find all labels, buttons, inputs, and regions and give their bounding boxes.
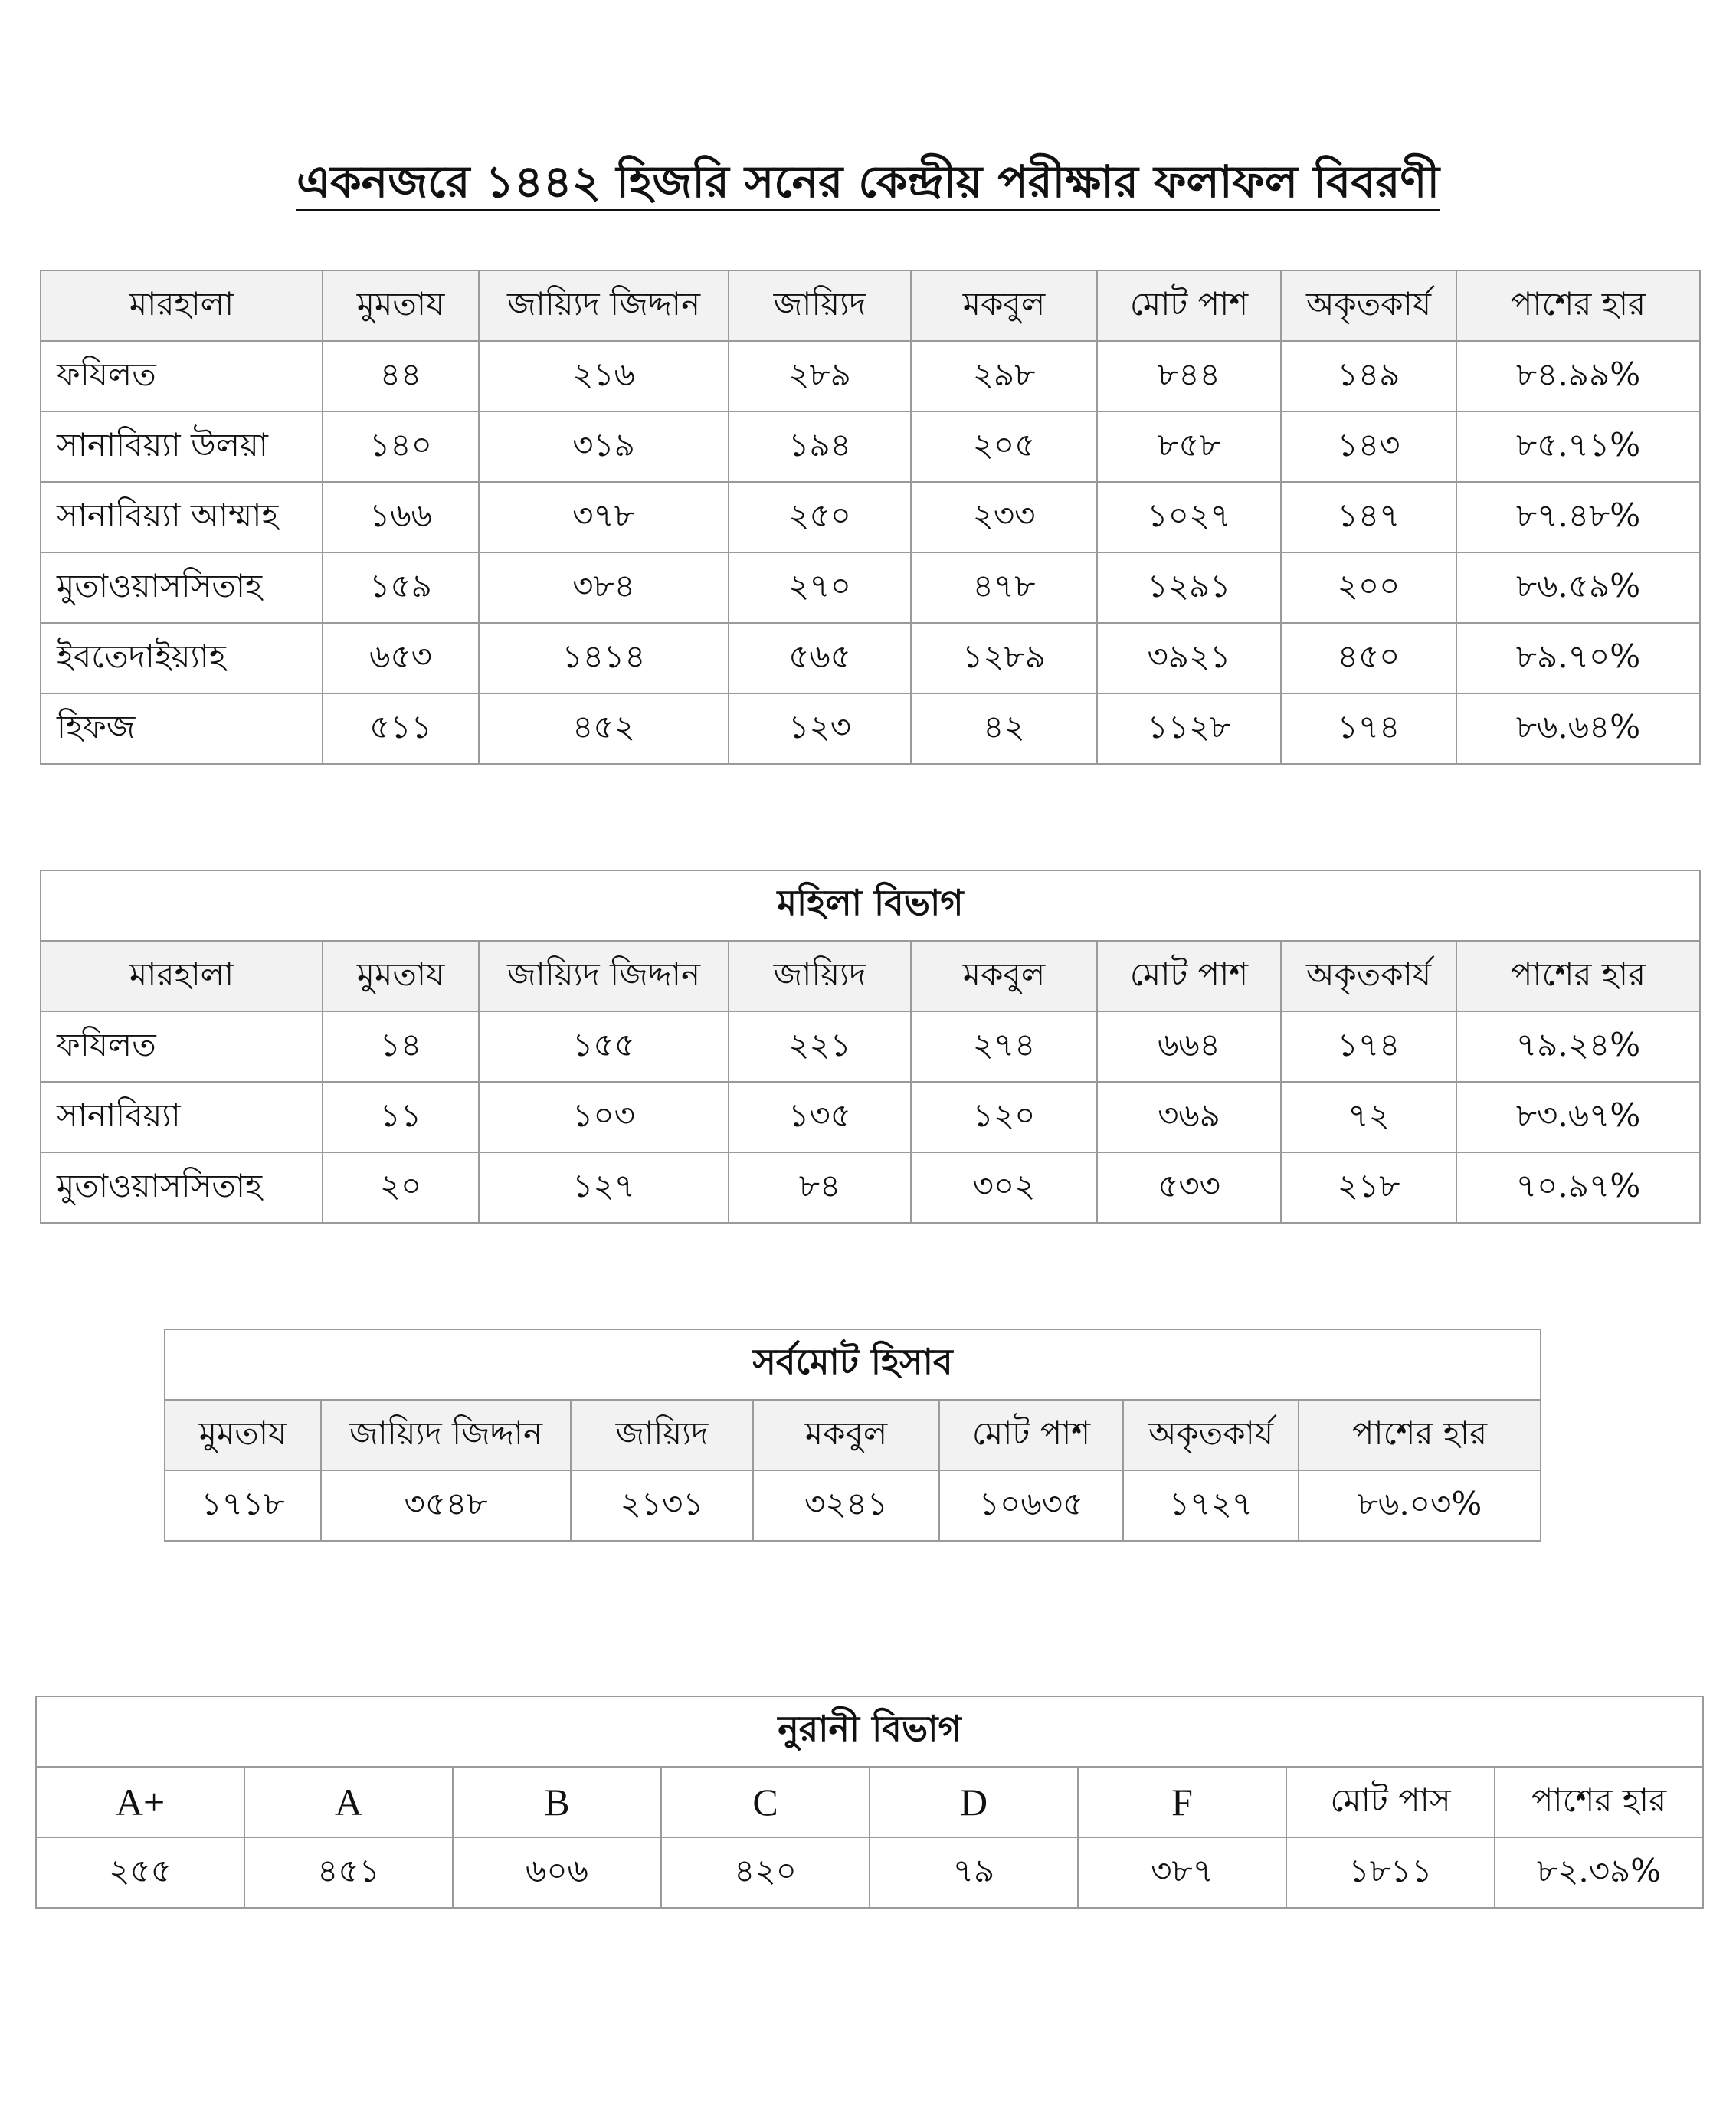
table-cell: ৪৭৮ bbox=[911, 552, 1097, 623]
table-cell: ২১৬ bbox=[479, 341, 729, 411]
header-cell: জায়্যিদ জিদ্দান bbox=[321, 1400, 571, 1470]
table-row bbox=[36, 1837, 1703, 1908]
table-cell: ১৫৫ bbox=[479, 1011, 729, 1082]
page-title bbox=[0, 147, 1736, 216]
table-cell: ২৯৮ bbox=[911, 341, 1097, 411]
table-cell: ২৫৫ bbox=[36, 1837, 244, 1908]
table-cell: ২৭৪ bbox=[911, 1011, 1097, 1082]
table-row bbox=[41, 623, 1700, 693]
table-caption-row bbox=[41, 870, 1700, 941]
table-cell: ৬০৬ bbox=[453, 1837, 661, 1908]
grade-header-cell: C bbox=[661, 1767, 870, 1837]
grade-header-cell: A bbox=[244, 1767, 453, 1837]
table-cell: ১৫৯ bbox=[323, 552, 479, 623]
table-cell: ২০০ bbox=[1281, 552, 1456, 623]
header-cell: পাশের হার bbox=[1456, 941, 1700, 1011]
header-cell: মকবুল bbox=[753, 1400, 939, 1470]
table-cell: ৩৫৪৮ bbox=[321, 1470, 571, 1541]
header-cell: মকবুল bbox=[911, 941, 1097, 1011]
marhala-cell: ফযিলত bbox=[41, 341, 323, 411]
table-cell: ২২১ bbox=[729, 1011, 911, 1082]
table-cell: ২৫০ bbox=[729, 482, 911, 552]
table-cell: ১২৭ bbox=[479, 1152, 729, 1223]
header-cell: অকৃতকার্য bbox=[1123, 1400, 1299, 1470]
table-cell: ১০২৭ bbox=[1097, 482, 1281, 552]
marhala-cell: মুতাওয়াসসিতাহ bbox=[41, 1152, 323, 1223]
header-cell: মারহালা bbox=[41, 270, 323, 341]
marhala-cell: ইবতেদাইয়্যাহ bbox=[41, 623, 323, 693]
table-cell: ৭৯.২৪% bbox=[1456, 1011, 1700, 1082]
table-row bbox=[41, 411, 1700, 482]
table-caption: মহিলা বিভাগ bbox=[41, 870, 1700, 941]
nurani-department-table bbox=[35, 1696, 1704, 1909]
table-caption: নুরানী বিভাগ bbox=[36, 1696, 1703, 1767]
header-cell: পাশের হার bbox=[1495, 1767, 1703, 1837]
table-cell: ৫৬৫ bbox=[729, 623, 911, 693]
table-cell: ৮৭.৪৮% bbox=[1456, 482, 1700, 552]
table-row bbox=[41, 482, 1700, 552]
table-cell: ৮৬.৫৯% bbox=[1456, 552, 1700, 623]
table-cell: ৩৬৯ bbox=[1097, 1082, 1281, 1152]
table-cell: ২১৮ bbox=[1281, 1152, 1456, 1223]
table-cell: ১৭৪ bbox=[1281, 1011, 1456, 1082]
table-cell: ৩৮৪ bbox=[479, 552, 729, 623]
table-cell: ৬৬৪ bbox=[1097, 1011, 1281, 1082]
table-cell: ১৮১১ bbox=[1286, 1837, 1495, 1908]
grand-total-table bbox=[164, 1329, 1541, 1542]
table-cell: ৩০২ bbox=[911, 1152, 1097, 1223]
header-cell: মুমতায bbox=[323, 941, 479, 1011]
header-cell: মকবুল bbox=[911, 270, 1097, 341]
table-cell: ৬৫৩ bbox=[323, 623, 479, 693]
table-caption: সর্বমোট হিসাব bbox=[165, 1329, 1541, 1400]
header-cell: জায়্যিদ bbox=[571, 1400, 753, 1470]
table-caption-row bbox=[36, 1696, 1703, 1767]
table-cell: ১২৯১ bbox=[1097, 552, 1281, 623]
table-cell: ৮৪৪ bbox=[1097, 341, 1281, 411]
marhala-cell: সানাবিয়্যা bbox=[41, 1082, 323, 1152]
table-cell: ১৪০ bbox=[323, 411, 479, 482]
table-row bbox=[41, 693, 1700, 764]
table-cell: ৪৪ bbox=[323, 341, 479, 411]
table-cell: ৫১১ bbox=[323, 693, 479, 764]
table-cell: ৭০.৯৭% bbox=[1456, 1152, 1700, 1223]
table-row bbox=[41, 1082, 1700, 1152]
table-cell: ৮৪.৯৯% bbox=[1456, 341, 1700, 411]
table-cell: ১৭২৭ bbox=[1123, 1470, 1299, 1541]
grade-header-cell: F bbox=[1078, 1767, 1286, 1837]
table-cell: ১৪৯ bbox=[1281, 341, 1456, 411]
table-cell: ৩২৪১ bbox=[753, 1470, 939, 1541]
table-cell: ৮৫.৭১% bbox=[1456, 411, 1700, 482]
table-cell: ৪৫১ bbox=[244, 1837, 453, 1908]
table-row bbox=[41, 1011, 1700, 1082]
table-cell: ১০৩ bbox=[479, 1082, 729, 1152]
table-cell: ১১ bbox=[323, 1082, 479, 1152]
header-cell: জায়্যিদ জিদ্দান bbox=[479, 941, 729, 1011]
header-cell: মোট পাস bbox=[1286, 1767, 1495, 1837]
header-cell: অকৃতকার্য bbox=[1281, 941, 1456, 1011]
table-cell: ১০৬৩৫ bbox=[939, 1470, 1123, 1541]
table-cell: ৪২ bbox=[911, 693, 1097, 764]
table-cell: ২০৫ bbox=[911, 411, 1097, 482]
table-cell: ১১২৮ bbox=[1097, 693, 1281, 764]
table-cell: ৫৩৩ bbox=[1097, 1152, 1281, 1223]
table-cell: ১৯৪ bbox=[729, 411, 911, 482]
table-cell: ১৭৪ bbox=[1281, 693, 1456, 764]
marhala-cell: মুতাওয়াসসিতাহ bbox=[41, 552, 323, 623]
header-cell: পাশের হার bbox=[1456, 270, 1700, 341]
women-department-table bbox=[40, 870, 1701, 1224]
table-cell: ১২০ bbox=[911, 1082, 1097, 1152]
table-cell: ৪৫০ bbox=[1281, 623, 1456, 693]
table-cell: ২৮৯ bbox=[729, 341, 911, 411]
table-caption-row bbox=[165, 1329, 1541, 1400]
table-row bbox=[41, 1152, 1700, 1223]
marhala-cell: ফযিলত bbox=[41, 1011, 323, 1082]
table-cell: ১৬৬ bbox=[323, 482, 479, 552]
table-cell: ৮৩.৬৭% bbox=[1456, 1082, 1700, 1152]
header-cell: জায়্যিদ bbox=[729, 270, 911, 341]
marhala-cell: সানাবিয়্যা উলয়া bbox=[41, 411, 323, 482]
header-cell: পাশের হার bbox=[1299, 1400, 1541, 1470]
table-cell: ৮৯.৭০% bbox=[1456, 623, 1700, 693]
marhala-cell: হিফজ bbox=[41, 693, 323, 764]
table-cell: ৮২.৩৯% bbox=[1495, 1837, 1703, 1908]
table-cell: ২১৩১ bbox=[571, 1470, 753, 1541]
header-cell: জায়্যিদ জিদ্দান bbox=[479, 270, 729, 341]
marhala-cell: সানাবিয়্যা আম্মাহ bbox=[41, 482, 323, 552]
grade-header-cell: A+ bbox=[36, 1767, 244, 1837]
table-cell: ২৩৩ bbox=[911, 482, 1097, 552]
table-row bbox=[165, 1470, 1541, 1541]
table-cell: ৮৬.৬৪% bbox=[1456, 693, 1700, 764]
table-cell: ৩১৯ bbox=[479, 411, 729, 482]
page-title-text: একনজরে ১৪৪২ হিজরি সনের কেন্দ্রীয় পরীক্ষার ফলাফল বিবরণী bbox=[296, 156, 1440, 211]
table-cell: ১৪ bbox=[323, 1011, 479, 1082]
header-cell: মোট পাশ bbox=[1097, 270, 1281, 341]
table-cell: ৮৪ bbox=[729, 1152, 911, 1223]
table-cell: ৩৯২১ bbox=[1097, 623, 1281, 693]
table-cell: ১২৩ bbox=[729, 693, 911, 764]
table-cell: ১৩৫ bbox=[729, 1082, 911, 1152]
table-cell: ১৪১৪ bbox=[479, 623, 729, 693]
header-cell: মোট পাশ bbox=[1097, 941, 1281, 1011]
table-cell: ১৪৭ bbox=[1281, 482, 1456, 552]
table-header-row bbox=[41, 270, 1700, 341]
table-cell: ৮৫৮ bbox=[1097, 411, 1281, 482]
table-row bbox=[41, 341, 1700, 411]
grade-header-cell: D bbox=[870, 1767, 1078, 1837]
table-header-row bbox=[41, 941, 1700, 1011]
table-cell: ৪২০ bbox=[661, 1837, 870, 1908]
table-cell: ৩৮৭ bbox=[1078, 1837, 1286, 1908]
table-cell: ২৭০ bbox=[729, 552, 911, 623]
main-results-table bbox=[40, 270, 1701, 765]
table-header-row bbox=[36, 1767, 1703, 1837]
table-row bbox=[41, 552, 1700, 623]
header-cell: অকৃতকার্য bbox=[1281, 270, 1456, 341]
table-cell: ৭৯ bbox=[870, 1837, 1078, 1908]
grade-header-cell: B bbox=[453, 1767, 661, 1837]
table-cell: ৩৭৮ bbox=[479, 482, 729, 552]
table-cell: ৪৫২ bbox=[479, 693, 729, 764]
header-cell: মুমতায bbox=[323, 270, 479, 341]
table-cell: ২০ bbox=[323, 1152, 479, 1223]
header-cell: জায়্যিদ bbox=[729, 941, 911, 1011]
header-cell: মোট পাশ bbox=[939, 1400, 1123, 1470]
header-cell: মুমতায bbox=[165, 1400, 321, 1470]
table-cell: ১৭১৮ bbox=[165, 1470, 321, 1541]
table-cell: ৮৬.০৩% bbox=[1299, 1470, 1541, 1541]
table-cell: ৭২ bbox=[1281, 1082, 1456, 1152]
table-cell: ১২৮৯ bbox=[911, 623, 1097, 693]
header-cell: মারহালা bbox=[41, 941, 323, 1011]
table-header-row bbox=[165, 1400, 1541, 1470]
table-cell: ১৪৩ bbox=[1281, 411, 1456, 482]
